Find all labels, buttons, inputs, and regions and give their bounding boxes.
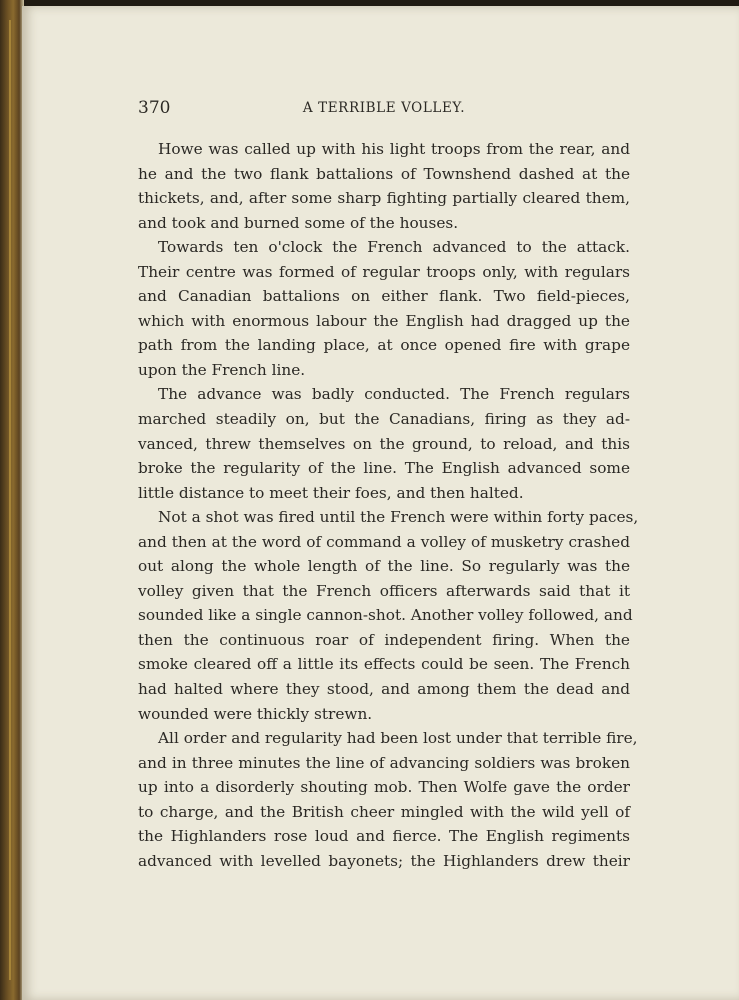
binding-gilt-line <box>9 20 11 980</box>
text-line: broke the regularity of the line. The English advanced some <box>138 459 630 478</box>
text-line: marched steadily on, but the Canadians, firing as they ad- <box>138 410 630 429</box>
running-head: A TERRIBLE VOLLEY. <box>302 100 466 116</box>
text-line: to charge, and the British cheer mingled with the wild yell of <box>138 802 630 821</box>
text-line: wounded were thickly strewn. <box>138 704 373 723</box>
text-line: and then at the word of command a volley of musketry crashed <box>138 532 630 551</box>
text-line: and Canadian battalions on either flank. Two field-pieces, <box>138 287 630 306</box>
text-line: The advance was badly conducted. The French regulars <box>158 385 630 404</box>
text-line: he and the two flank battalions of Townshend dashed at the <box>138 164 630 183</box>
page-number: 370 <box>138 98 171 118</box>
text-line: out along the whole length of the line. So regularly was the <box>138 557 630 576</box>
text-line: Howe was called up with his light troops from the rear, and <box>158 140 630 158</box>
text-line: All order and regularity had been lost under that terrible fire, <box>158 729 638 748</box>
text-line: had halted where they stood, and among them the dead and <box>138 680 630 699</box>
text-line: Not a shot was fired until the French were within forty paces, <box>158 508 639 527</box>
text-line: and took and burned some of the houses. <box>138 213 459 232</box>
text-line: advanced with levelled bayonets; the Highlanders drew their <box>138 851 630 870</box>
text-line: Towards ten o'clock the French advanced to the attack. <box>158 238 630 257</box>
text-line: smoke cleared off a little its effects could be seen. The French <box>138 655 630 674</box>
text-line: little distance to meet their foes, and then halted. <box>138 483 524 502</box>
text-line: the Highlanders rose loud and fierce. The English regiments <box>138 827 630 846</box>
body-text <box>138 137 639 873</box>
text-line: and in three minutes the line of advancing soldiers was broken <box>138 753 630 772</box>
page-header <box>138 98 630 122</box>
book-binding <box>0 0 24 1000</box>
text-line: upon the French line. <box>138 360 306 379</box>
text-line: sounded like a single cannon-shot. Another volley followed, and <box>138 606 633 625</box>
text-line: up into a disorderly shouting mob. Then Wolfe gave the order <box>138 778 630 797</box>
text-line: Their centre was formed of regular troops only, with regulars <box>138 262 630 281</box>
text-line: volley given that the French officers afterwards said that it <box>138 581 630 600</box>
text-line: then the continuous roar of independent firing. When the <box>138 630 630 649</box>
text-line: thickets, and, after some sharp fighting partially cleared them, <box>138 189 630 208</box>
text-line: which with enormous labour the English had dragged up the <box>138 311 630 330</box>
text-line: vanced, threw themselves on the ground, to reload, and this <box>138 434 630 453</box>
text-line: path from the landing place, at once opened fire with grape <box>138 336 630 355</box>
